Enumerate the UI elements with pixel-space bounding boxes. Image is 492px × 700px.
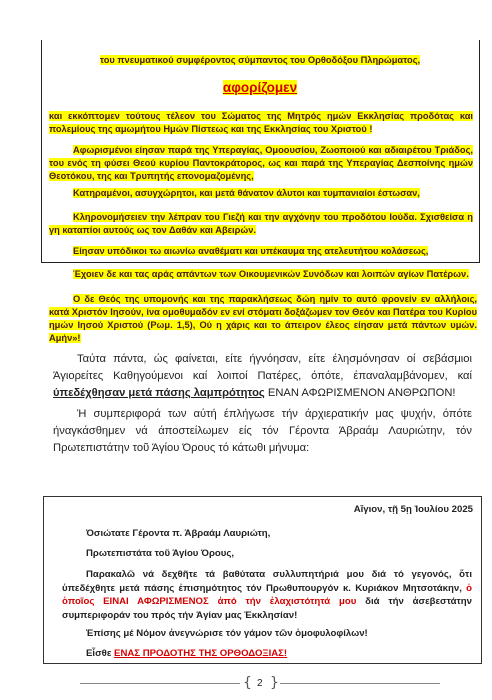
paragraph-excision: και εκκόπτομεν τούτους τέλεον του Σώματος της Μητρός ημών Εκκλησίας προδότας και πολεμίους της αμωμήτου Ημών Πίστεως και της Εκκλησίας του Χριστού ! <box>49 111 473 134</box>
letter-salutation-1: Όσιώτατε Γέροντα π. Άβραάμ Λαυριώτη, <box>86 528 271 539</box>
letter-salutation-2: Πρωτεπιστάτα τοῦ Άγίου Όρους, <box>86 548 234 559</box>
underlined-phrase: ύπεδέχθησαν μετά πάσης λαμπρότητος <box>53 387 265 399</box>
paragraph-cursed: Κατηραμένοι, ασυγχώρητοι, και μετά θάνατον άλυτοι και τυμπανιαίοι έστωσαν, <box>73 188 420 198</box>
page-number-bracket-right: } <box>270 675 279 691</box>
paragraph-blessing: Ο δε Θεός της υπομονής και της παρακλήσεως δώη ημίν το αυτό φρονείν εν αλλήλοις, κατά Χριστόν Ιησούν, ίνα ομοθυμαδόν εν ενί στόματι δοξάζωμεν τον Θεόν και Πατέρα του Κυρίου ημών Ιησού Χριστού (Ρωμ. 1,5), Ού η χάρις και το άπειρον έλεος είησαν μετά πάντων υμών. Αμήν»! <box>49 294 477 343</box>
paragraph-councils: Έχοιεν δε και τας αράς απάντων των Οικουμενικών Συνόδων και λοιπών αγίων Πατέρων. <box>73 269 469 279</box>
intro-line: του πνευματικού συμφέροντος σύμπαντος του Ορθοδόξου Πληρώματος, <box>99 55 421 65</box>
footer-line-left <box>80 683 240 684</box>
body-paragraph-2: Ή συμπεριφορά των αύτή έπλήγωσε τήν άρχιερατικήν μας ψυχήν, όπότε ήναγκάσθημεν νά άποστείλωμεν είς τόν Γέροντα Άβραάμ Λαυριώτην, τόν Πρωτεπιστάτην τοῦ Άγίου Όρους τό κάτωθι μήνυμα: <box>53 408 472 454</box>
page-number-bracket-left: { <box>243 675 252 691</box>
letter-paragraph-3: Εἶσθε ΕΝΑΣ ΠΡΟΔΟΤΗΣ ΤΗΣ ΟΡΘΟΔΟΞΙΑΣ! <box>86 648 288 659</box>
anathema-heading <box>46 79 474 97</box>
traitor-phrase: ΕΝΑΣ ΠΡΟΔΟΤΗΣ ΤΗΣ ΟΡΘΟΔΟΞΙΑΣ! <box>114 648 288 659</box>
body-paragraph-1: Ταύτα πάντα, ώς φαίνεται, είτε ήγνόησαν, είτε έλησμόνησαν οί σεβάσμιοι Άγιορείτες Καθηγούμενοι καί λοιποί Πατέρες, όπότε, έπαναλαμβάνομεν, καί ύπεδέχθησαν μετά πάσης λαμπρότητος ΕΝΑΝ ΑΦΩΡΙΣΜΕΝΟΝ ΑΝΘΡΩΠΟΝ! <box>53 353 472 399</box>
paragraph-eternal: Είησαν υπόδικοι τω αιωνίω αναθέματι και υπέκαυμα της ατελευτήτου κολάσεως, <box>73 246 429 256</box>
letter-paragraph-1: Παρακαλῶ νά δεχθῆτε τά βαθύτατα συλλυπητήριά μου διά τό γεγονός, ὅτι ὑπεδέχθητε μετά πάσης ἐπισημότητος τόν Πρωθυπουργόν κ. Κυριάκον Μητσοτάκην, ὁ ὁποῖος ΕΙΝΑΙ ΑΦΩΡΙΣΜΕΝΟΣ ἀπό τήν ἐλαχιστότητά μου διά τήν ἀσεβεστάτην συμπεριφοράν του πρός τήν Ἁγίαν μας Ἐκκλησίαν! <box>62 569 472 621</box>
footer-line-right <box>280 683 440 684</box>
letter-date: Αἴγιον, τῇ 5ῃ Ἰουλίου 2025 <box>353 504 473 515</box>
paragraph-leprosy: Κληρονομήσειεν την λέπραν του Γιεζή και την αγχόνην του προδότου Ιούδα. Σχισθείσα η γη καταπίοι αυτούς ως τον Δαθάν και Αβειρών. <box>49 212 473 235</box>
paragraph-excommunication: Αφωρισμένοι είησαν παρά της Υπεραγίας, Ομοουσίου, Ζωοποιού και αδιαιρέτου Τριάδος, του ενός τη φύσει Θεού κυρίου Παντοκράτορος, ως και παρά της Υπεραγίας Δεσποίνης ημών Θεοτόκου, της και Τρυπητής επονομαζομένης, <box>49 145 473 181</box>
letter-red-phrase: ὁ ὁποῖος ΕΙΝΑΙ ΑΦΩΡΙΣΜΕΝΟΣ ἀπό τήν ἐλαχιστότητά μου <box>62 582 472 607</box>
letter-paragraph-2: Ἐπίσης μέ Νόμον ἀνεγνώρισε τόν γάμον τῶν ὁμοφυλοφίλων! <box>86 628 368 639</box>
heading-text: αφορίζομεν <box>222 80 298 95</box>
page-number: 2 <box>257 678 263 689</box>
